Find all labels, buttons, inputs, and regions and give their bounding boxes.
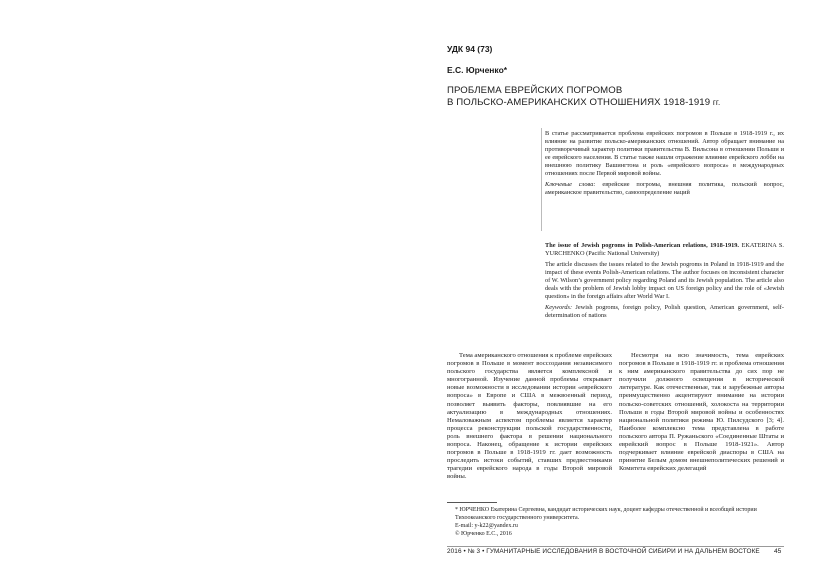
title-line-2 [447,97,720,109]
footer-divider [447,546,784,547]
body-column-1 [447,352,612,482]
abstract-ru-text: В статье рассматривается проблема еврейских погромов в Польше в 1918-1919 г., их влияние на развитие польско-американских отношений. Автор обращает внимание на противоречивый характер политики правительства В. Вильсона в отношении Польши и ее еврейского населения. В статье также нашли отражение влияние еврейского лобби на внешнюю политику Вашингтона и роль «еврейского вопроса» в международных отношениях после Первой мировой войны. [545,130,784,178]
article-title [447,85,720,109]
abstract-ru [545,130,784,197]
abstract-en [545,242,784,320]
keywords-ru-label: Ключевые слова: [545,181,596,189]
journal-footer: 2016 • № 3 • ГУМАНИТАРНЫЕ ИССЛЕДОВАНИЯ В ВОСТОЧНОЙ СИБИРИ И НА ДАЛЬНЕМ ВОСТОКЕ [447,548,760,555]
body-column-2 [619,352,784,473]
footnote [447,506,784,538]
footnote-email: E-mail: y-k22@yandex.ru [455,523,518,529]
abstract-en-author: EKATERINA S. YURCHENKO (Pacific National University) [545,242,784,258]
abstract-ru-keywords [545,181,784,197]
abstract-en-keywords [545,304,784,320]
body-paragraph-2: Несмотря на всю значимость, тема еврейских погромов в Польше в 1918-1919 гг. и проблема отношения к ним американского правительства до сих пор не получили должного освещения в исторической литературе. Как отечественные, так и зарубежные авторы преимущественно акцентируют внимание на истории польско-советских отношений, холокоста на территории Польши в годы Второй мировой войны и особенностях национальной политики режима Ю. Пилсудского [3; 4]. Наиболее комплексно тема представлена в работе польского автора П. Ружаньского «Соединенные Штаты и еврейский вопрос в Польше 1918-1921». Автор подчеркивает влияние еврейской диаспоры в США на принятие Белым домом внешнеполитических решений и Комитета еврейских делегаций [619,352,784,473]
footnote-author-info: * ЮРЧЕНКО Екатерина Сергеевна, кандидат исторических наук, доцент кафедры отечественной и всеобщей истории Тихоокеанского государственного университета. [455,507,757,521]
title-line-1: ПРОБЛЕМА ЕВРЕЙСКИХ ПОГРОМОВ [447,85,623,96]
abstract-en-text: The article discusses the issues related to the Jewish pogroms in Poland in 1918-1919 and the impact of these events Polish-American relations. The author focuses on inconsistent character of W. Wilson’s government policy regarding Poland and its Jewish population. The article also deals with the problem of Jewish lobby impact on US foreign policy and the role of «Jewish question» in the foreign affairs after World War I. [545,261,784,301]
abstract-en-title: The issue of Jewish pogroms in Polish-American relations, 1918-1919. [545,242,740,249]
body-paragraph-1: Тема американского отношения к проблеме еврейских погромов в Польше в момент воссоздания независимого польского государства является комплексной и многогранной. Изучение данной проблемы открывает новые возможности в исследовании истории «еврейского вопроса» в Европе и США в межвоенный период, позволяет выявить факторы, повлиявшие на его актуализацию в международных отношениях. Немаловажным аспектом проблемы является характер процесса реконструкции польской государственности, роль внешнего фактора в решении национального вопроса. Наконец, обращение к истории еврейских погромов в Польше в 1918-1919 гг. дает возможность проследить истоки событий, ставших предвестниками трагедии еврейского народа в годы Второй мировой войны. [447,352,612,481]
udc-code: УДК 94 (73) [447,44,493,54]
keywords-en-text: Jewish pogroms, foreign policy, Polish question, American government, self-determination of nations [545,304,784,320]
page-number: 45 [774,548,782,555]
abstract-divider [541,128,542,231]
keywords-ru-text: еврейские погромы, внешняя политика, польский вопрос, американское правительство, самоопределение наций [545,181,785,197]
abstract-en-heading [545,242,784,258]
title-suffix: гг. [712,98,721,107]
footnote-copyright: © Юрченко Е.С., 2016 [455,531,512,537]
footnote-rule [447,502,497,503]
title-line-2-text: В ПОЛЬСКО-АМЕРИКАНСКИХ ОТНОШЕНИЯХ 1918-1919 [447,97,711,108]
keywords-en-label: Keywords: [545,304,573,312]
author-name: Е.С. Юрченко* [447,65,508,75]
